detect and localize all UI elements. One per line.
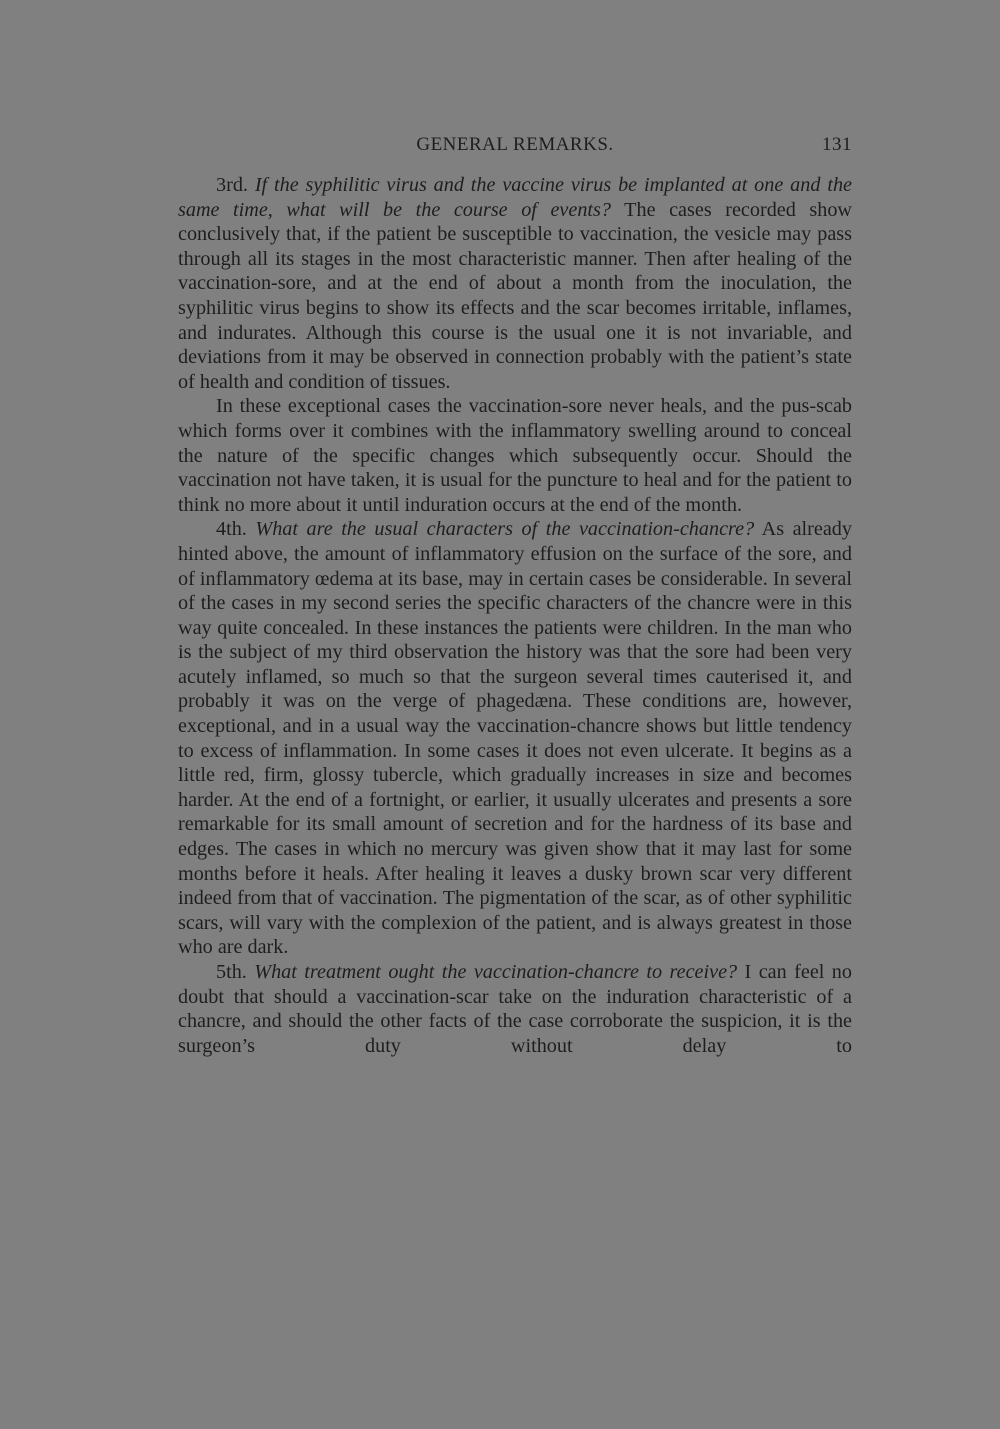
running-head: [178, 134, 852, 158]
paragraph-lead: 4th.: [216, 518, 256, 541]
page-number: 131: [822, 134, 852, 155]
question-text: What treatment ought the vaccination-chancre to receive?: [254, 961, 738, 983]
question-text: What are the usual characters of the vaccination-chancre?: [255, 518, 755, 541]
paragraph-lead: 3rd.: [216, 174, 255, 196]
paragraph-body: The cases recorded show conclusively that, if the patient be susceptible to vaccination, the vesicle may pass through all its stages in the most characteristic manner. Then after healing of the vaccination-sore, and at the end of about a month from the inoculation, the syphilitic virus begins to show its effects and the scar becomes irritable, inflames, and indurates. Although this course is the usual one it is not invariable, and deviations from it may be observed in connection probably with the patient’s state of health and condition of tissues.: [178, 198, 853, 393]
paragraph-lead: 5th.: [216, 961, 255, 983]
question-text: If the syphilitic virus and the vaccine virus be implanted at one and the same time, what will be the course of events?: [178, 174, 852, 221]
paragraph-question-4: [178, 517, 852, 960]
paragraph-question-5: [178, 960, 852, 1058]
paragraph-body: As already hinted above, the amount of inflammatory effusion on the surface of the sore, and of inflammatory œdema at its base, may in certain cases be considerable. In several of the cases in my second series the specific characters of the chancre were in this way quite concealed. In these instances the patients were children. In the man who is the subject of my third observation the history was that the sore had been very acutely inflamed, so much so that the surgeon several times cauterised it, and probably it was on the verge of phagedæna. These conditions are, however, exceptional, and in a usual way the vaccination-chancre shows but little tendency to excess of inflammation. In some cases it does not even ulcerate. It begins as a little red, firm, glossy tubercle, which gradually increases in size and becomes harder. At the end of a fortnight, or earlier, it usually ulcerates and presents a sore remarkable for its small amount of secretion and for the hardness of its base and edges. The cases in which no mercury was given show that it may last for some months before it heals. After healing it leaves a dusky brown scar very different indeed from that of vaccination. The pigmentation of the scar, as of other syphilitic scars, will vary with the complexion of the patient, and is always greatest in those who are dark.: [178, 518, 852, 959]
paragraph-body: In these exceptional cases the vaccination-sore never heals, and the pus-scab which forms over it combines with the inflammatory swelling around to conceal the nature of the specific changes which subsequently occur. Should the vaccination not have taken, it is usual for the puncture to heal and for the patient to think no more about it until induration occurs at the end of the month.: [178, 395, 852, 516]
paragraph-exceptional-cases: [178, 394, 852, 517]
running-title: GENERAL REMARKS.: [416, 134, 614, 155]
paragraph-question-3: [178, 173, 852, 394]
body-text: [178, 173, 852, 1058]
paragraph-body: I can feel no doubt that should a vaccination-scar take on the induration characteristic of a chancre, and should the other facts of the case corroborate the suspicion, it is the surgeon’s duty without delay to: [178, 961, 852, 1057]
